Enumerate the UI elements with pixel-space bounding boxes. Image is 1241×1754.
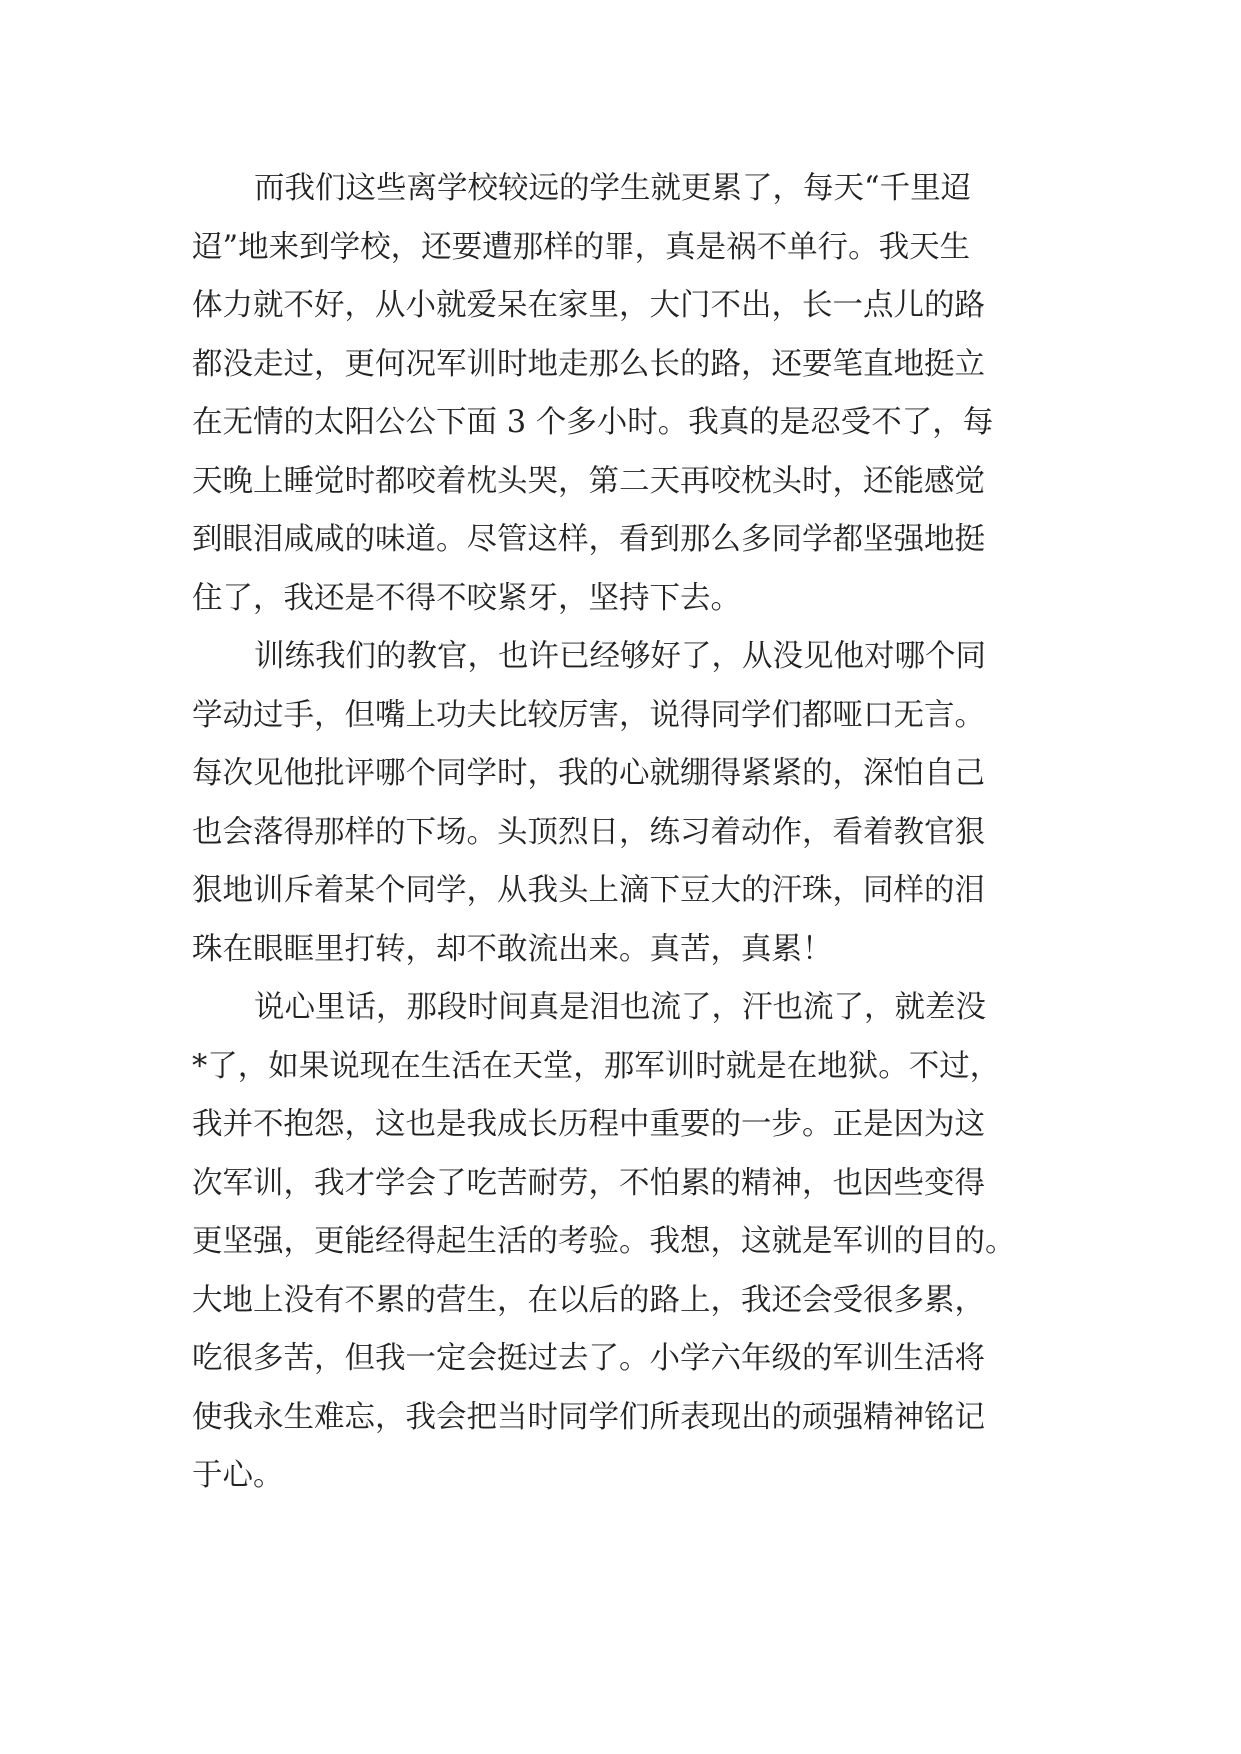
text-line: 住了，我还是不得不咬紧牙，坚持下去。 xyxy=(192,580,741,616)
text-line: 每次见他批评哪个同学时，我的心就绷得紧紧的，深怕自己 xyxy=(192,756,985,791)
text-line: 训练我们的教官，也许已经够好了，从没见他对哪个同 xyxy=(254,639,986,674)
text-line: 在无情的太阳公公下面 3 个多小时。我真的是忍受不了，每 xyxy=(192,405,994,440)
text-line: 珠在眼眶里打转，却不敢流出来。真苦，真累！ xyxy=(192,931,833,967)
text-line: *了，如果说现在生活在天堂，那军训时就是在地狱。不过， xyxy=(192,1048,1001,1084)
text-line: 大地上没有不累的营生，在以后的路上，我还会受很多累， xyxy=(192,1282,985,1318)
text-line: 说心里话，那段时间真是泪也流了，汗也流了，就差没 xyxy=(254,990,986,1025)
text-line: 体力就不好，从小就爱呆在家里，大门不出，长一点儿的路 xyxy=(192,288,985,323)
paragraph-2 xyxy=(192,628,1052,979)
text-line: 使我永生难忘，我会把当时同学们所表现出的顽强精神铭记 xyxy=(192,1399,985,1435)
text-line: 我并不抱怨，这也是我成长历程中重要的一步。正是因为这 xyxy=(192,1107,985,1142)
text-line: 而我们这些离学校较远的学生就更累了，每天“千里迢 xyxy=(254,171,972,206)
text-line: 狠地训斥着某个同学，从我头上滴下豆大的汗珠，同样的泪 xyxy=(192,873,985,908)
text-line: 学动过手，但嘴上功夫比较厉害，说得同学们都哑口无言。 xyxy=(192,697,985,733)
text-line: 于心。 xyxy=(192,1458,284,1493)
text-line: 到眼泪咸咸的味道。尽管这样，看到那么多同学都坚强地挺 xyxy=(192,522,985,557)
text-line: 次军训，我才学会了吃苦耐劳，不怕累的精神，也因些变得 xyxy=(192,1165,985,1201)
text-line: 天晚上睡觉时都咬着枕头哭，第二天再咬枕头时，还能感觉 xyxy=(192,463,985,499)
text-line: 更坚强，更能经得起生活的考验。我想，这就是军训的目的。 xyxy=(192,1224,1016,1259)
essay-body xyxy=(192,160,1052,1506)
text-line: 也会落得那样的下场。头顶烈日，练习着动作，看着教官狠 xyxy=(192,814,985,850)
paragraph-3 xyxy=(192,979,1052,1506)
text-line: 迢”地来到学校，还要遭那样的罪，真是祸不单行。我天生 xyxy=(192,229,971,265)
text-line: 都没走过，更何况军训时地走那么长的路，还要笔直地挺立 xyxy=(192,346,985,382)
paragraph-1 xyxy=(192,160,1052,628)
text-line: 吃很多苦，但我一定会挺过去了。小学六年级的军训生活将 xyxy=(192,1341,985,1376)
